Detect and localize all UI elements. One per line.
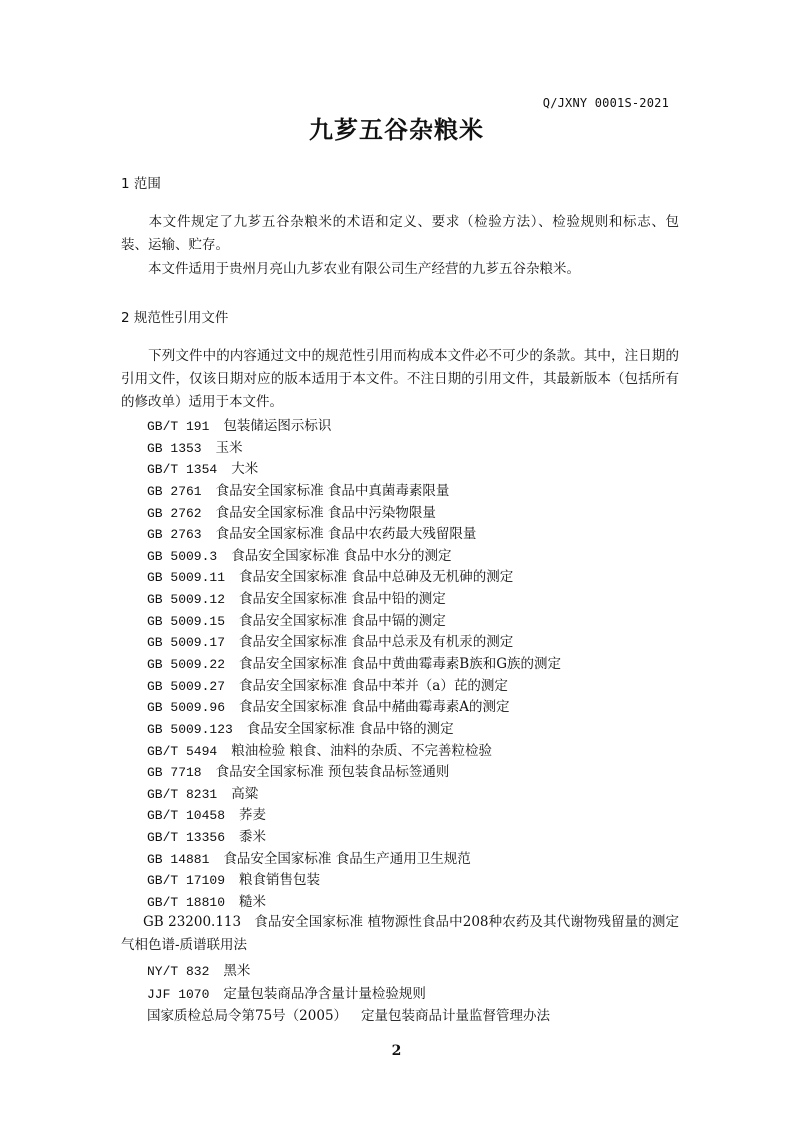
reference-title: 食品安全国家标准 食品中污染物限量 [215, 505, 436, 521]
reference-code: GB 7718 [147, 765, 202, 780]
reference-item [147, 695, 510, 715]
reference-code: GB 5009.96 [147, 700, 226, 715]
reference-item [147, 630, 513, 650]
reference-title: 食品安全国家标准 食品中赭曲霉毒素A的测定 [239, 699, 510, 715]
reference-title: 黍米 [239, 829, 267, 845]
reference-item [147, 501, 436, 521]
reference-code: GB 14881 [147, 852, 210, 867]
reference-title: 食品安全国家标准 食品中铬的测定 [246, 721, 454, 737]
reference-item [147, 825, 266, 845]
reference-item [147, 982, 426, 1002]
page-number: 2 [391, 1043, 402, 1059]
reference-title: 食品安全国家标准 食品中铅的测定 [239, 591, 446, 607]
reference-item [147, 457, 258, 477]
reference-code: GB 5009.27 [147, 679, 226, 694]
reference-title: 食品安全国家标准 食品中农药最大残留限量 [215, 526, 477, 542]
reference-item [147, 760, 449, 780]
reference-title: 食品安全国家标准 植物源性食品中208种农药及其代谢物残留量的测定 气相色谱-质谱联用法 [121, 914, 679, 953]
reference-item [147, 890, 266, 910]
reference-title: 食品安全国家标准 食品中水分的测定 [231, 548, 452, 564]
reference-item [147, 674, 508, 694]
reference-code: GB 2761 [147, 484, 202, 499]
reference-title: 包装储运图示标识 [223, 418, 332, 434]
reference-item [147, 1004, 550, 1024]
reference-item [147, 565, 513, 585]
reference-code: GB 23200.113 [143, 914, 242, 930]
standard-code: Q/JXNY 0001S-2021 [542, 96, 669, 110]
reference-code: GB 5009.12 [147, 592, 226, 607]
reference-title: 食品安全国家标准 食品中真菌毒素限量 [215, 483, 450, 499]
reference-item [147, 479, 449, 499]
reference-title: 食品安全国家标准 食品中镉的测定 [239, 613, 446, 629]
reference-code: GB 2762 [147, 506, 202, 521]
reference-code: GB/T 5494 [147, 744, 218, 759]
reference-code: GB 5009.17 [147, 635, 226, 650]
reference-title: 大米 [231, 461, 259, 477]
reference-item [147, 739, 492, 759]
reference-title: 粮油检验 粮食、油料的杂质、不完善粒检验 [231, 743, 493, 759]
reference-code: GB 5009.15 [147, 614, 226, 629]
references-intro: 下列文件中的内容通过文中的规范性引用而构成本文件必不可少的条款。其中，注日期的引用文件，仅该日期对应的版本适用于本文件。不注日期的引用文件，其最新版本（包括所有的修改单）适用于本文件。 [121, 348, 679, 410]
reference-code: 国家质检总局令第75号（2005） [147, 1008, 348, 1024]
reference-item [147, 782, 258, 802]
reference-title: 玉米 [215, 440, 243, 456]
document-title: 九芗五谷杂粮米 [309, 116, 484, 144]
reference-code: GB 5009.3 [147, 549, 218, 564]
reference-code: GB/T 1354 [147, 462, 218, 477]
reference-title: 定量包装商品计量监督管理办法 [361, 1008, 551, 1024]
reference-item [147, 847, 471, 867]
reference-title: 食品安全国家标准 预包装食品标签通则 [215, 764, 450, 780]
reference-title: 定量包装商品净含量计量检验规则 [223, 986, 426, 1002]
reference-title: 粮食销售包装 [239, 872, 321, 888]
reference-code: GB 2763 [147, 527, 202, 542]
reference-item [147, 803, 266, 823]
scope-paragraph-2: 本文件适用于贵州月亮山九芗农业有限公司生产经营的九芗五谷杂粮米。 [148, 261, 580, 277]
reference-item [147, 544, 452, 564]
reference-item [147, 436, 243, 456]
reference-code: GB/T 18810 [147, 895, 226, 910]
reference-item-long [121, 911, 679, 957]
reference-item [147, 522, 476, 542]
reference-title: 食品安全国家标准 食品中苯并（a）芘的测定 [239, 678, 508, 694]
reference-code: GB 5009.123 [147, 722, 233, 737]
reference-item [147, 587, 446, 607]
reference-item [147, 868, 320, 888]
reference-title: 糙米 [239, 894, 267, 910]
reference-title: 荞麦 [239, 807, 267, 823]
reference-item [147, 717, 454, 737]
reference-code: GB/T 10458 [147, 808, 226, 823]
reference-code: GB 1353 [147, 441, 202, 456]
section-2-heading: 2 规范性引用文件 [121, 310, 229, 326]
reference-code: GB 5009.11 [147, 570, 226, 585]
reference-title: 黑米 [223, 963, 251, 979]
reference-item [147, 959, 250, 979]
reference-code: GB/T 17109 [147, 873, 226, 888]
reference-code: GB/T 191 [147, 419, 210, 434]
reference-item [147, 609, 446, 629]
reference-code: GB/T 8231 [147, 787, 218, 802]
reference-code: GB/T 13356 [147, 830, 226, 845]
reference-title: 食品安全国家标准 食品中总汞及有机汞的测定 [239, 634, 514, 650]
reference-title: 食品安全国家标准 食品中总砷及无机砷的测定 [239, 569, 514, 585]
reference-title: 食品安全国家标准 食品生产通用卫生规范 [223, 851, 471, 867]
reference-item [147, 414, 331, 434]
reference-code: GB 5009.22 [147, 657, 226, 672]
reference-title: 食品安全国家标准 食品中黄曲霉毒素B族和G族的测定 [239, 656, 562, 672]
scope-paragraph-1: 本文件规定了九芗五谷杂粮米的术语和定义、要求（检验方法）、检验规则和标志、包装、运输、贮存。 [121, 214, 679, 253]
reference-code: NY/T 832 [147, 964, 210, 979]
reference-code: JJF 1070 [147, 987, 210, 1002]
reference-item [147, 652, 561, 672]
section-1-heading: 1 范围 [121, 176, 161, 192]
reference-title: 高粱 [231, 786, 259, 802]
